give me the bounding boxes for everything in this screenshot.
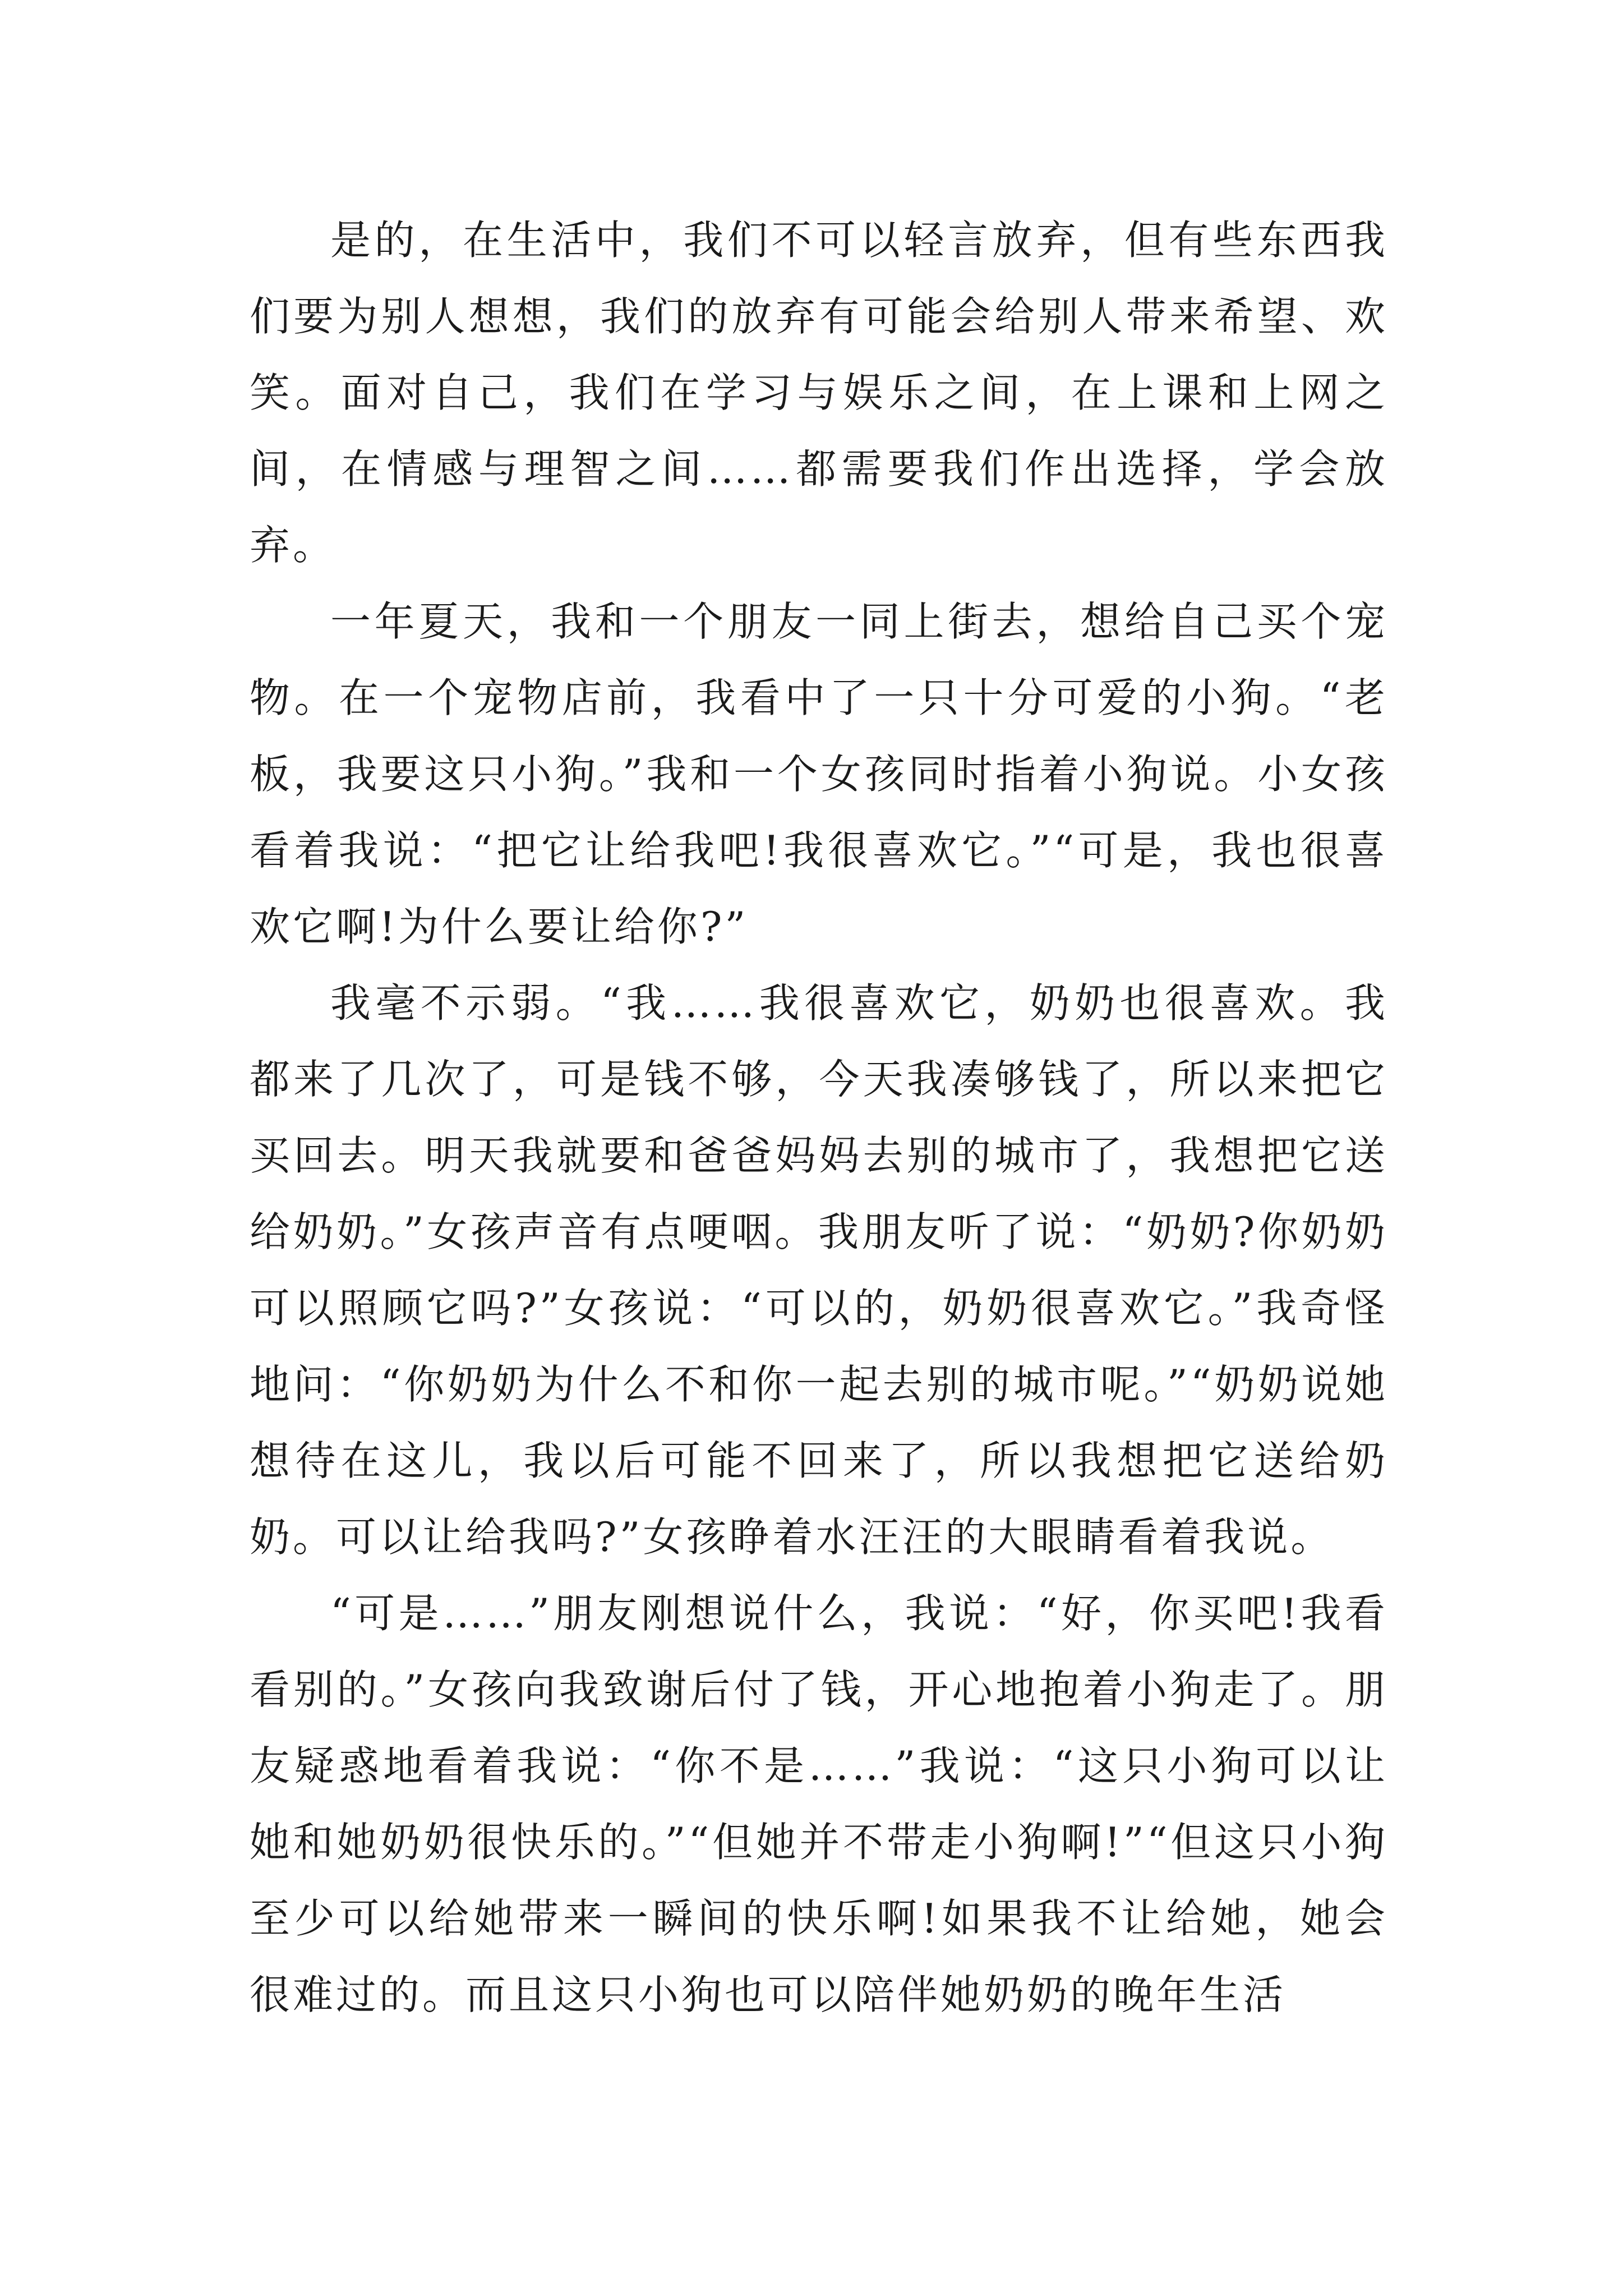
paragraph-2: 一年夏天，我和一个朋友一同上街去，想给自己买个宠物。在一个宠物店前，我看中了一只十分可爱的小狗。“老板，我要这只小狗。”我和一个女孩同时指着小狗说。小女孩看着我说：“把它让给我吧!我很喜欢它。”“可是，我也很喜欢它啊!为什么要让给你?” [250, 598, 1388, 950]
paragraph-3: 我毫不示弱。“我……我很喜欢它，奶奶也很喜欢。我都来了几次了，可是钱不够，今天我凑够钱了，所以来把它买回去。明天我就要和爸爸妈妈去别的城市了，我想把它送给奶奶。”女孩声音有点哽咽。我朋友听了说：“奶奶?你奶奶可以照顾它吗?”女孩说：“可以的，奶奶很喜欢它。”我奇怪地问：“你奶奶为什么不和你一起去别的城市呢。”“奶奶说她想待在这儿，我以后可能不回来了，所以我想把它送给奶奶。可以让给我吗?”女孩睁着水汪汪的大眼睛看着我说。 [250, 979, 1388, 1561]
essay-body [250, 202, 1388, 2033]
paragraph-1: 是的，在生活中，我们不可以轻言放弃，但有些东西我们要为别人想想，我们的放弃有可能会给别人带来希望、欢笑。面对自己，我们在学习与娱乐之间，在上课和上网之间，在情感与理智之间……都需要我们作出选择，学会放弃。 [250, 217, 1388, 569]
paragraph-4: “可是……”朋友刚想说什么，我说：“好，你买吧!我看看别的。”女孩向我致谢后付了钱，开心地抱着小狗走了。朋友疑惑地看着我说：“你不是……”我说：“这只小狗可以让她和她奶奶很快乐的。”“但她并不带走小狗啊!”“但这只小狗至少可以给她带来一瞬间的快乐啊!如果我不让给她，她会很难过的。而且这只小狗也可以陪伴她奶奶的晚年生活 [250, 1590, 1388, 2018]
